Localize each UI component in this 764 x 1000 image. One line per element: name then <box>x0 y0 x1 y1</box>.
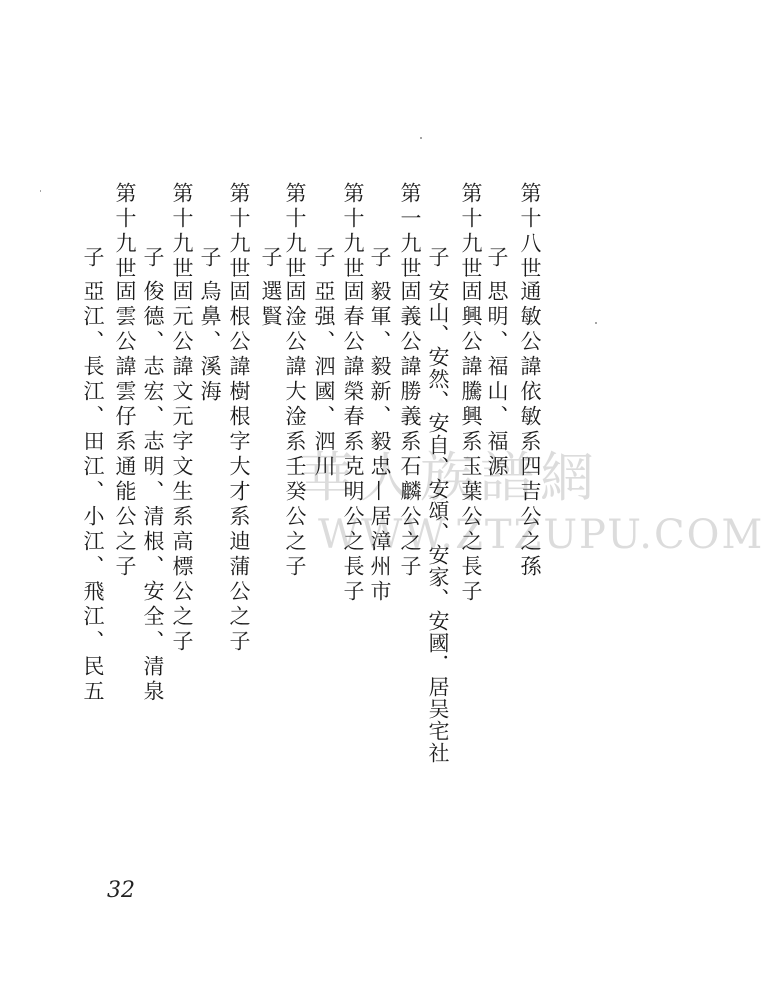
children-label: 子 <box>141 246 165 271</box>
children-label: 子 <box>485 246 509 271</box>
entry-text: 通敏公諱依敏系四吉公之孫 <box>518 280 542 580</box>
children-label: 子 <box>426 246 450 271</box>
entry-text: 固淦公諱大淦系壬癸公之子 <box>283 280 307 580</box>
children-names: 毅軍、毅新、毅忠—居漳州市 <box>368 280 392 605</box>
children-names: 思明、福山、福源 <box>485 280 509 480</box>
children-names: 亞强、泗國、泗川 <box>312 280 336 480</box>
scan-speck <box>595 322 597 324</box>
generation-label: 第十九世 <box>459 182 483 282</box>
generation-label: 第十九世 <box>227 182 251 282</box>
children-label: 子 <box>312 246 336 271</box>
page-number: 32 <box>107 878 135 903</box>
children-names: 選賢 <box>259 280 283 330</box>
generation-label: 第十九世 <box>283 182 307 282</box>
entry-text: 固春公諱榮春系克明公之長子 <box>341 280 365 605</box>
scan-speck <box>420 137 422 139</box>
generation-label: 第十八世 <box>518 182 542 282</box>
entry-text: 固雲公諱雲仔系通能公之子 <box>113 280 137 580</box>
entry-text: 固義公諱勝義系石麟公之子 <box>398 280 422 580</box>
children-names: 烏鼻、溪海 <box>198 280 222 405</box>
watermark-chinese: 華人族譜網 <box>300 446 600 509</box>
children-names: 安山、安然、安自、安頌、安家、安國．居吴宅社 <box>426 280 450 764</box>
generation-label: 第十九世 <box>113 182 137 282</box>
children-names: 亞江、長江、田江、小江、飛江、民五 <box>81 280 105 705</box>
children-label: 子 <box>198 246 222 271</box>
children-names: 俊德、志宏、志明、清根、安全、清泉 <box>141 280 165 705</box>
children-label: 子 <box>368 246 392 271</box>
generation-label: 第一九世 <box>398 182 422 282</box>
watermark-url: WWW.ZTZUPU.COM <box>318 512 764 558</box>
children-label: 子 <box>81 246 105 271</box>
entry-text: 固興公諱騰興系玉葉公之長子 <box>459 280 483 605</box>
entry-text: 固元公諱文元字文生系高標公之子 <box>170 280 194 655</box>
children-label: 子 <box>259 246 283 271</box>
entry-text: 固根公諱樹根字大才系迪蒲公之子 <box>227 280 251 655</box>
generation-label: 第十九世 <box>170 182 194 282</box>
generation-label: 第十九世 <box>341 182 365 282</box>
scan-speck <box>40 190 41 192</box>
